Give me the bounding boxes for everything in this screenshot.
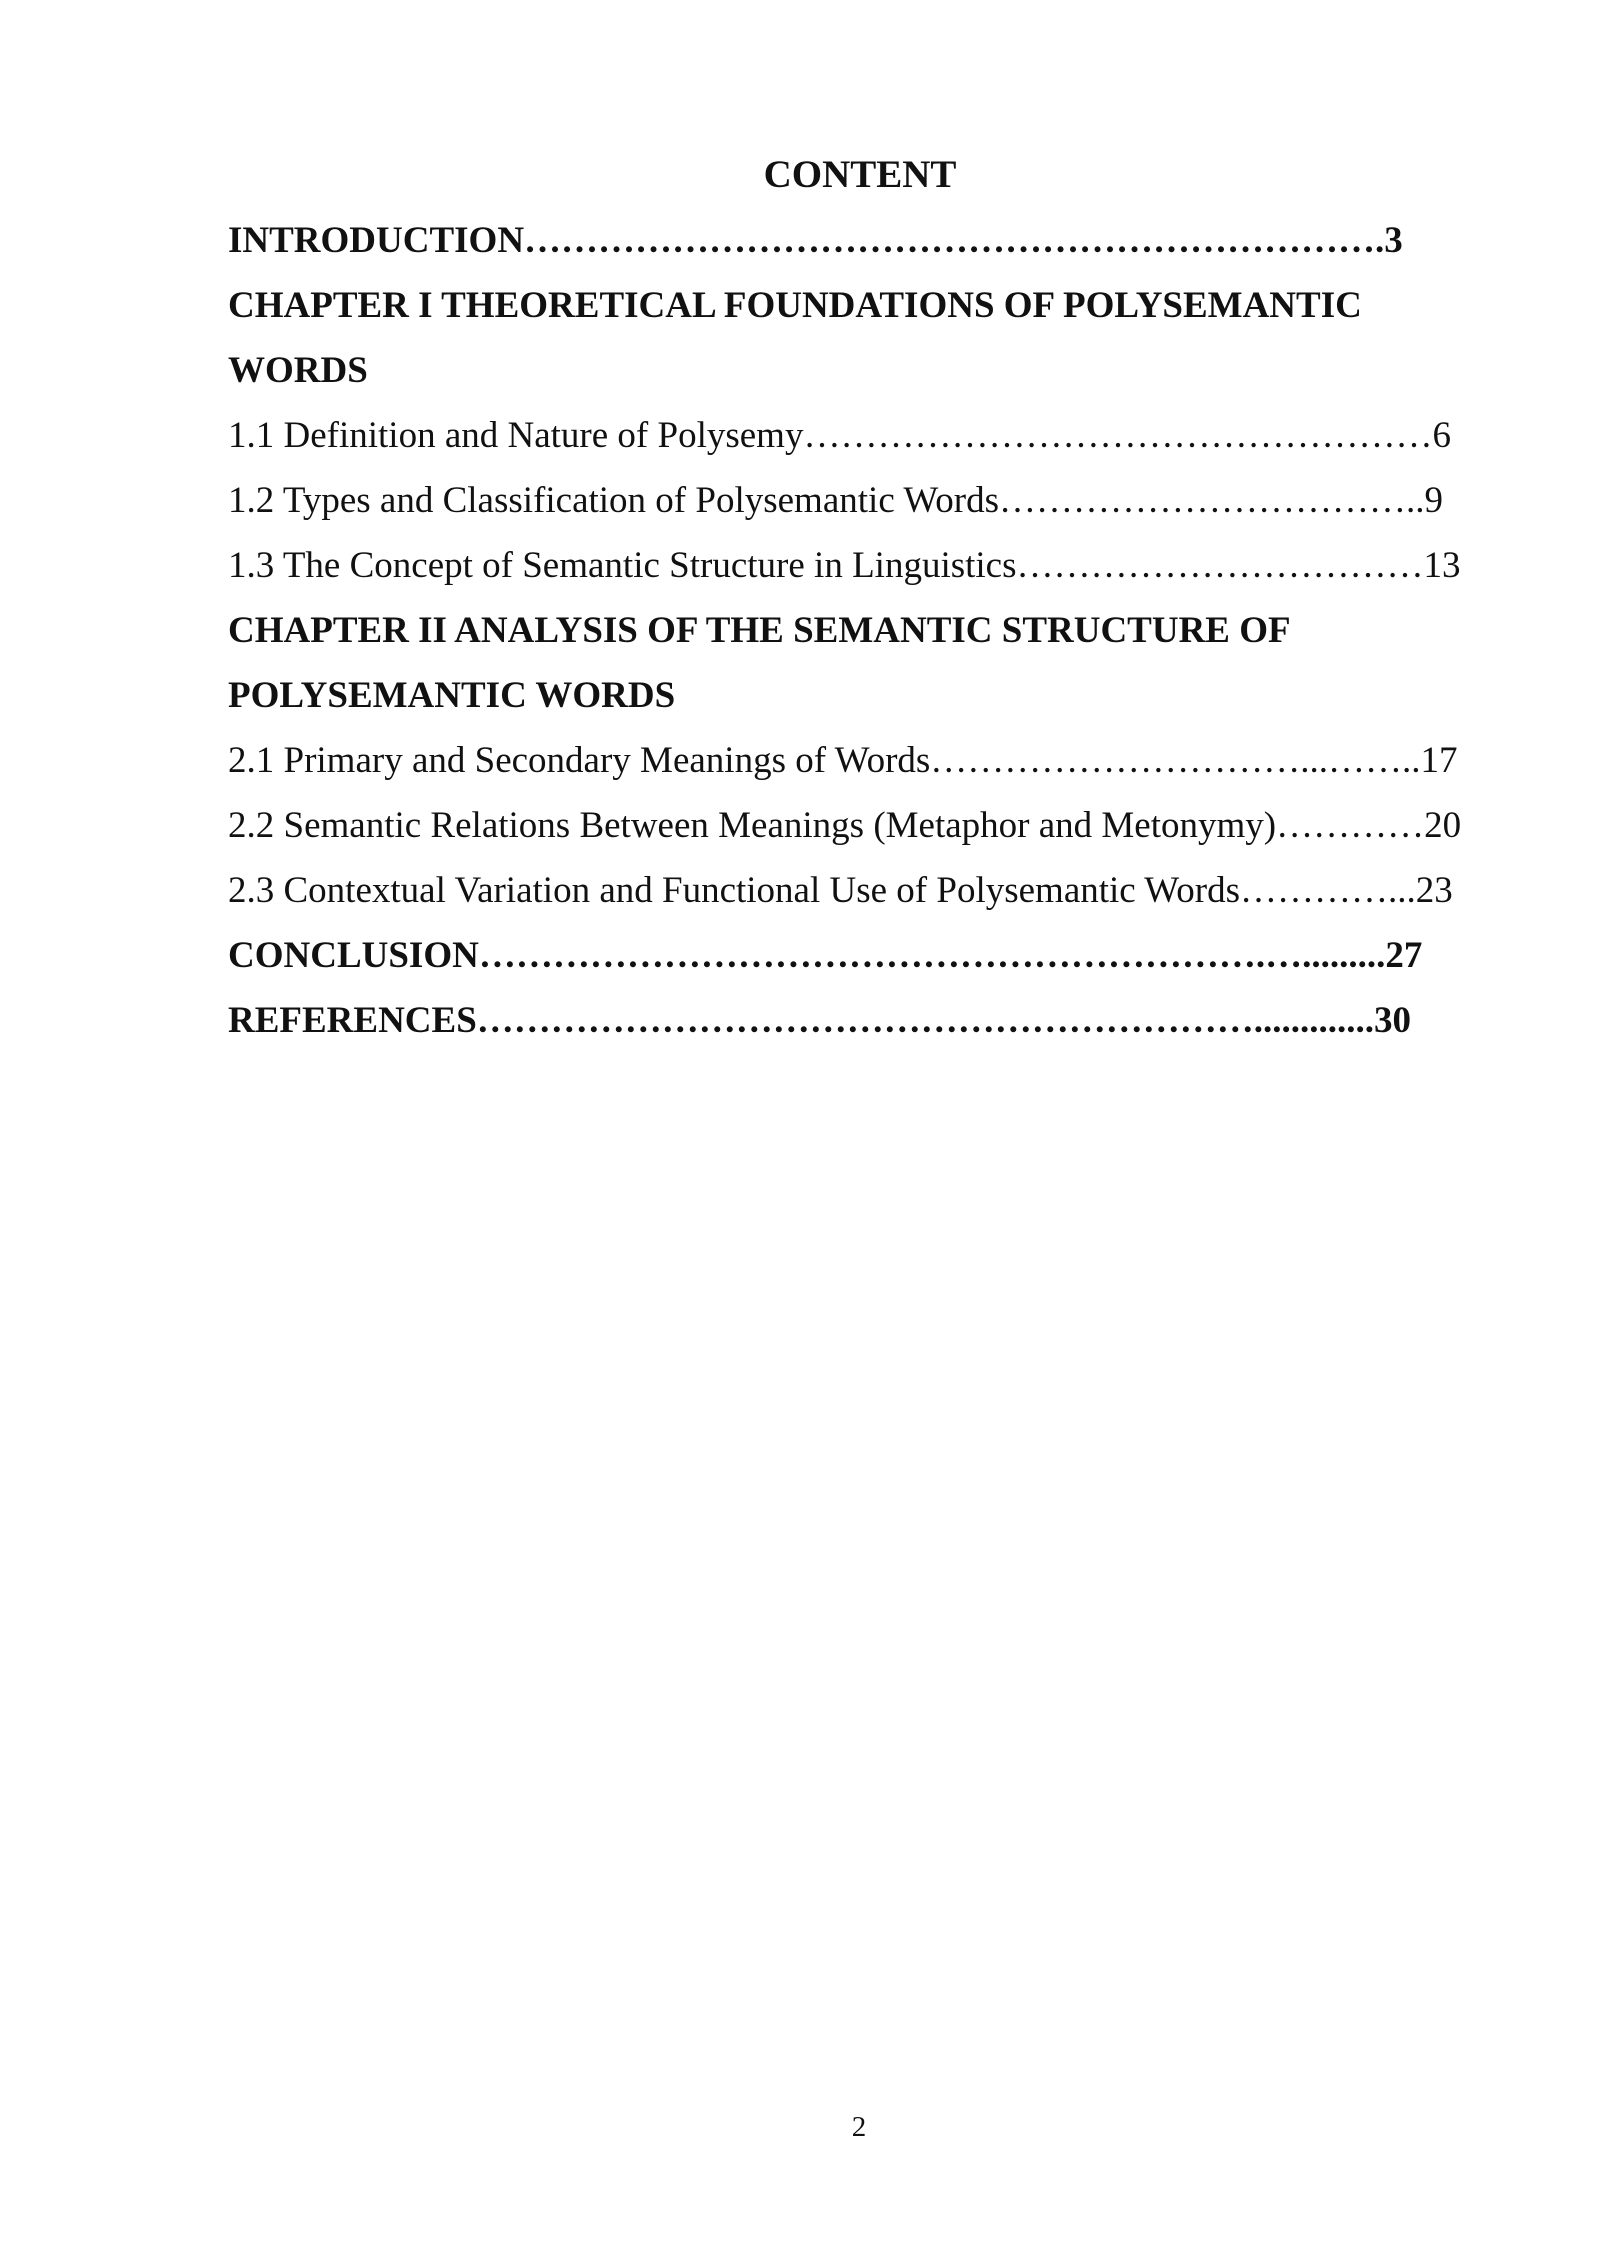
- toc-chapter-2-heading-cont: POLYSEMANTIC WORDS: [228, 675, 676, 716]
- toc-item-2-2: 2.2 Semantic Relations Between Meanings (Metaphor and Metonymy)…………20: [228, 805, 1462, 846]
- toc-item-1-2: 1.2 Types and Classification of Polysemantic Words……………………………..9: [228, 480, 1444, 521]
- toc-chapter-2-heading: CHAPTER II ANALYSIS OF THE SEMANTIC STRUCTURE OF: [228, 610, 1291, 651]
- toc-item-1-1: 1.1 Definition and Nature of Polysemy……………………………………………6: [228, 415, 1451, 456]
- toc-references: REFERENCES……………………………………………………….............30: [228, 1000, 1412, 1041]
- page-title: CONTENT: [763, 153, 957, 196]
- toc-chapter-1-heading: CHAPTER I THEORETICAL FOUNDATIONS OF POLYSEMANTIC: [228, 285, 1362, 326]
- toc-conclusion: CONCLUSION……………………………………………………….….........27: [228, 935, 1423, 976]
- toc-chapter-1-heading-cont: WORDS: [228, 350, 368, 391]
- toc-item-1-3: 1.3 The Concept of Semantic Structure in Linguistics……………………………13: [228, 545, 1461, 586]
- toc-item-2-1: 2.1 Primary and Secondary Meanings of Words…………………………...……..17: [228, 740, 1458, 781]
- toc-item-2-3: 2.3 Contextual Variation and Functional Use of Polysemantic Words…………...23: [228, 870, 1453, 911]
- page-number: 2: [851, 2111, 867, 2143]
- toc-introduction: INTRODUCTION…………………………………………………………….3: [228, 220, 1403, 261]
